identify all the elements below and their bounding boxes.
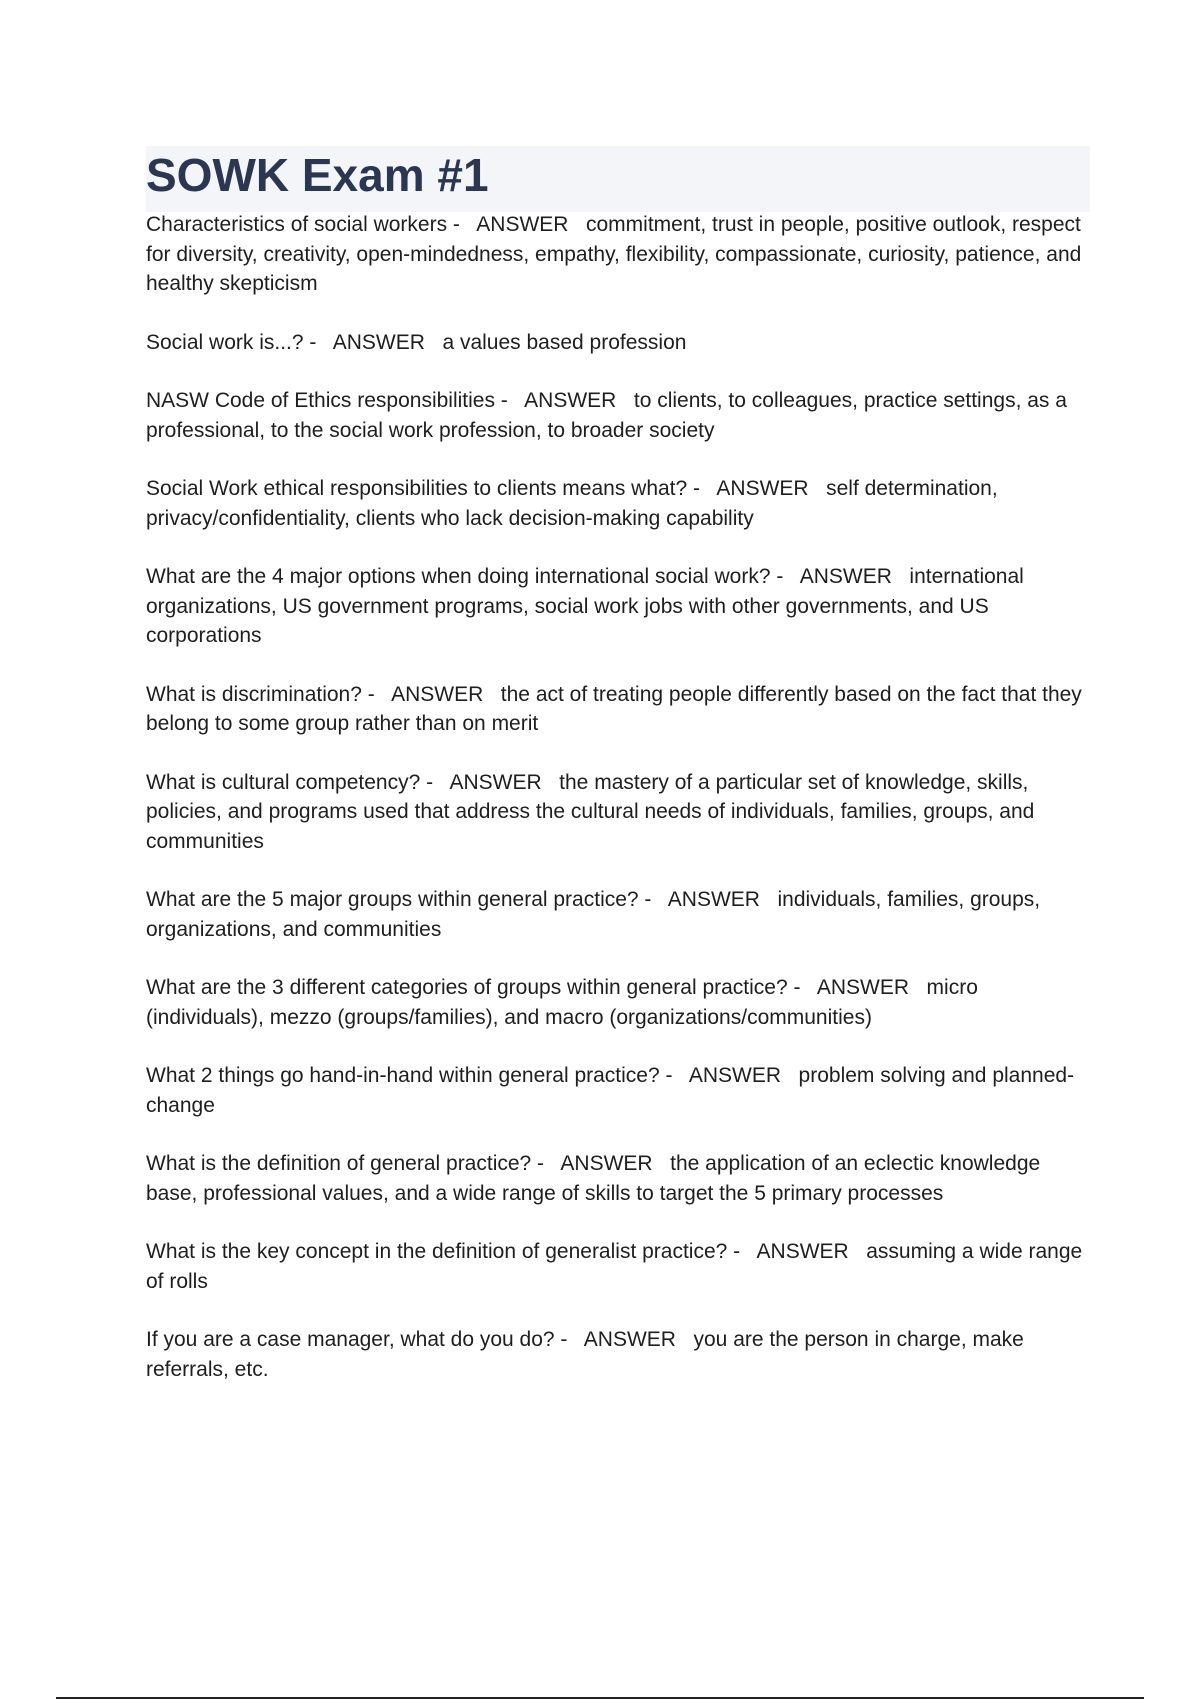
footer-divider bbox=[56, 1697, 1144, 1699]
question-text: Characteristics of social workers - bbox=[146, 213, 460, 236]
answer-text: micro (individuals), mezzo (groups/families), and macro (organizations/communities) bbox=[146, 976, 978, 1029]
answer-text: a values based profession bbox=[442, 330, 687, 354]
question-text: What are the 5 major groups within general practice? - bbox=[146, 888, 652, 911]
answer-text: to clients, to colleagues, practice settings, as a professional, to the social work profession, to broader society bbox=[146, 389, 1067, 442]
answer-text: the mastery of a particular set of knowledge, skills, policies, and programs used that address the cultural needs of individuals, families, groups, and communities bbox=[146, 770, 1035, 853]
question-text: NASW Code of Ethics responsibilities - bbox=[146, 389, 508, 412]
answer-label: ANSWER bbox=[583, 1328, 676, 1351]
qa-item bbox=[146, 1061, 1096, 1120]
qa-item bbox=[146, 1237, 1096, 1296]
answer-label: ANSWER bbox=[524, 389, 617, 412]
answer-label: ANSWER bbox=[449, 770, 542, 794]
answer-text: self determination, privacy/confidentiality, clients who lack decision-making capability bbox=[146, 477, 998, 530]
answer-label: ANSWER bbox=[332, 330, 425, 354]
answer-label: ANSWER bbox=[816, 976, 910, 999]
page-title: SOWK Exam #1 bbox=[146, 149, 489, 201]
question-text: What is cultural competency? - bbox=[146, 770, 434, 794]
answer-text: the application of an eclectic knowledge base, professional values, and a wide range of skills to target the 5 primary processes bbox=[146, 1152, 1041, 1205]
answer-text: the act of treating people differently based on the fact that they belong to some group rather than on merit bbox=[146, 682, 1082, 735]
answer-label: ANSWER bbox=[560, 1152, 653, 1175]
qa-item bbox=[146, 1325, 1096, 1384]
answer-text: international organizations, US government programs, social work jobs with other governments, and US corporations bbox=[146, 565, 1024, 647]
answer-label: ANSWER bbox=[756, 1240, 849, 1263]
question-text: What are the 4 major options when doing international social work? - bbox=[146, 565, 784, 588]
qa-item bbox=[146, 562, 1096, 651]
qa-item bbox=[146, 474, 1096, 533]
question-text: What is discrimination? - bbox=[146, 682, 375, 706]
answer-text: you are the person in charge, make referrals, etc. bbox=[146, 1328, 1024, 1381]
answer-text: assuming a wide range of rolls bbox=[146, 1240, 1083, 1293]
answer-label: ANSWER bbox=[716, 477, 809, 500]
qa-item bbox=[146, 885, 1096, 944]
question-text: What are the 3 different categories of groups within general practice? - bbox=[146, 976, 801, 999]
question-text: Social Work ethical responsibilities to clients means what? - bbox=[146, 477, 701, 500]
answer-text: individuals, families, groups, organizations, and communities bbox=[146, 888, 1041, 941]
answer-label: ANSWER bbox=[667, 888, 760, 911]
answer-text: commitment, trust in people, positive outlook, respect for diversity, creativity, open-mindedness, empathy, flexibility, compassionate, curiosity, patience, and healthy skepticism bbox=[146, 213, 1082, 295]
qa-item bbox=[146, 210, 1096, 299]
question-text: What is the key concept in the definition of generalist practice? - bbox=[146, 1240, 741, 1263]
question-text: What is the definition of general practice? - bbox=[146, 1152, 545, 1175]
qa-item bbox=[146, 973, 1096, 1032]
answer-label: ANSWER bbox=[688, 1064, 782, 1087]
qa-item bbox=[146, 680, 1096, 739]
question-text: What 2 things go hand-in-hand within general practice? - bbox=[146, 1064, 673, 1087]
answer-text: problem solving and planned-change bbox=[146, 1064, 1075, 1117]
qa-item bbox=[146, 768, 1096, 857]
answer-label: ANSWER bbox=[799, 565, 892, 588]
answer-label: ANSWER bbox=[476, 213, 569, 236]
qa-item bbox=[146, 386, 1096, 445]
answer-label: ANSWER bbox=[391, 682, 484, 706]
qa-item bbox=[146, 328, 1096, 358]
qa-list bbox=[146, 210, 1096, 1413]
question-text: If you are a case manager, what do you do? - bbox=[146, 1328, 568, 1351]
question-text: Social work is...? - bbox=[146, 330, 317, 354]
qa-item bbox=[146, 1149, 1096, 1208]
